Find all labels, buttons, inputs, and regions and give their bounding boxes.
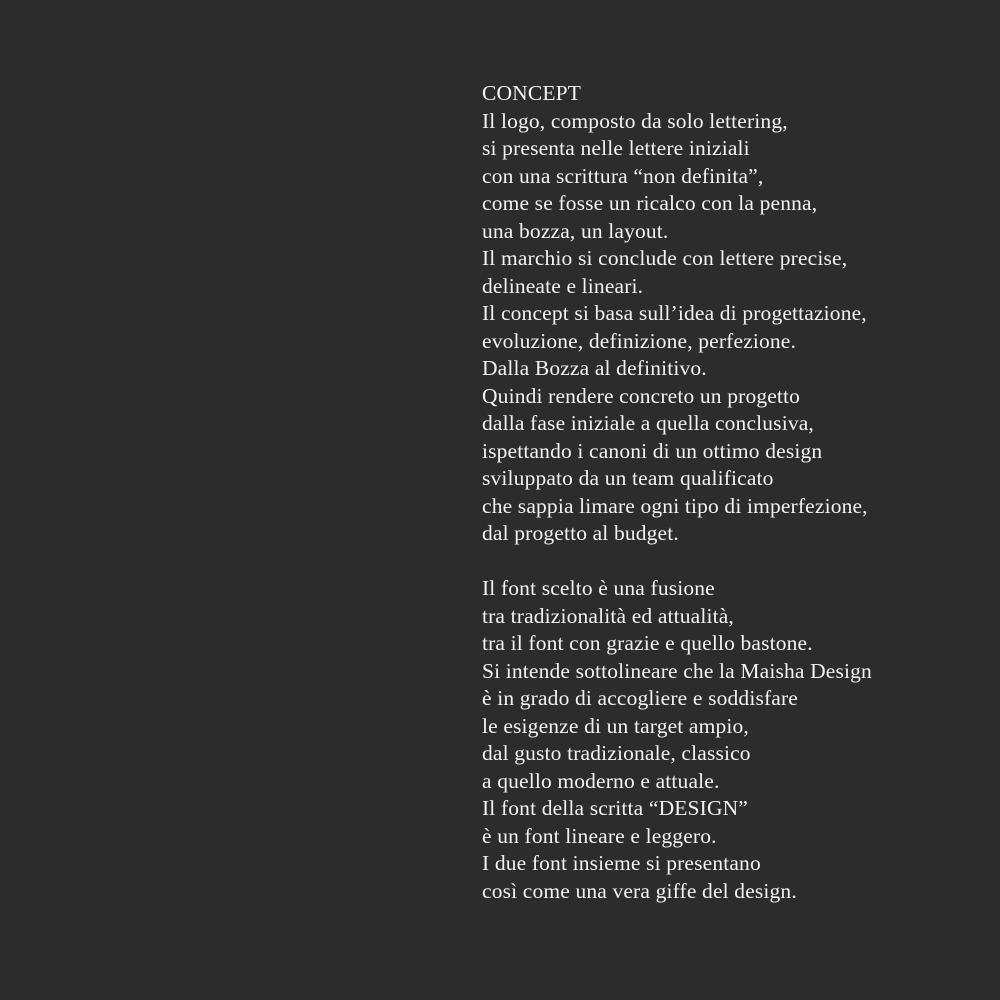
paragraph-2-line: è in grado di accogliere e soddisfare	[482, 686, 798, 710]
paragraph-2-line: dal gusto tradizionale, classico	[482, 741, 751, 765]
paragraph-1-line: come se fosse un ricalco con la penna,	[482, 191, 818, 215]
paragraph-1-line: sviluppato da un team qualificato	[482, 466, 774, 490]
paragraph-1-line: Quindi rendere concreto un progetto	[482, 383, 801, 408]
paragraph-1-line: con una scrittura “non definita”,	[482, 163, 764, 188]
paragraph-spacer	[482, 548, 992, 576]
paragraph-1-line: evoluzione, definizione, perfezione.	[482, 328, 797, 353]
paragraph-1-line: dalla fase iniziale a quella conclusiva,	[482, 411, 814, 435]
paragraph-1-line: Dalla Bozza al definitivo.	[482, 356, 707, 380]
paragraph-2-line: a quello moderno e attuale.	[482, 768, 720, 793]
paragraph-2-line: I due font insieme si presentano	[482, 851, 761, 875]
paragraph-1-line: Il concept si basa sull’idea di progettazione,	[482, 301, 867, 325]
paragraph-2-line: Il font scelto è una fusione	[482, 576, 715, 600]
paragraph-1-line: delineate e lineari.	[482, 273, 644, 298]
paragraph-1-line: Il logo, composto da solo lettering,	[482, 108, 788, 133]
paragraph-1-line: si presenta nelle lettere iniziali	[482, 136, 750, 160]
paragraph-1-line: ispettando i canoni di un ottimo design	[482, 438, 823, 463]
paragraph-1-line: Il marchio si conclude con lettere precise,	[482, 246, 848, 270]
concept-heading: CONCEPT	[482, 81, 582, 105]
paragraph-1-line: che sappia limare ogni tipo di imperfezione,	[482, 493, 868, 518]
paragraph-2-line: le esigenze di un target ampio,	[482, 713, 749, 738]
paragraph-2-line: tra il font con grazie e quello bastone.	[482, 631, 813, 655]
concept-text-block	[482, 80, 992, 905]
paragraph-1-line: una bozza, un layout.	[482, 218, 669, 243]
paragraph-2-line: è un font lineare e leggero.	[482, 823, 717, 848]
paragraph-1-line: dal progetto al budget.	[482, 521, 679, 545]
paragraph-2-line: Il font della scritta “DESIGN”	[482, 796, 748, 820]
paragraph-2-line: Si intende sottolineare che la Maisha Design	[482, 658, 872, 683]
paragraph-2-line: tra tradizionalità ed attualità,	[482, 603, 734, 628]
paragraph-2-line: così come una vera giffe del design.	[482, 878, 797, 903]
